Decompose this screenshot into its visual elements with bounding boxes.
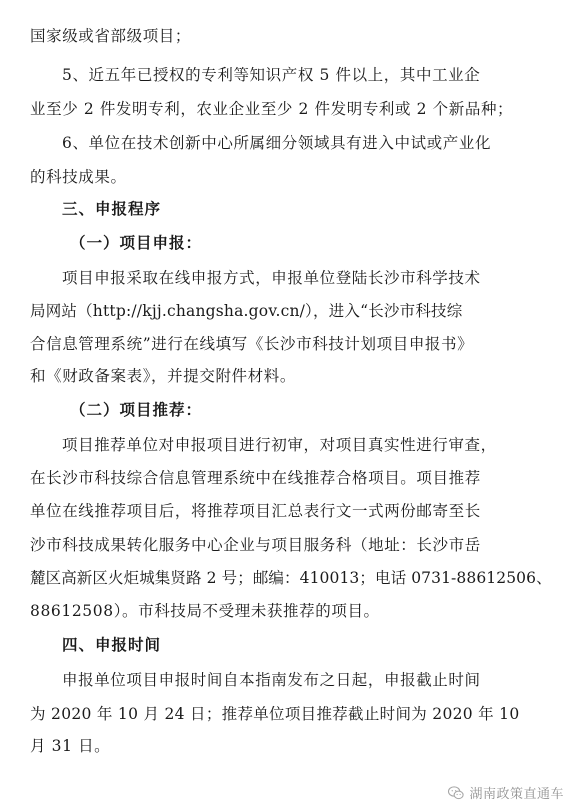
text-line: 业至少 2 件发明专利，农业企业至少 2 件发明专利或 2 个新品种；: [30, 100, 514, 118]
text-line: 为 2020 年 10 月 24 日；推荐单位项目推荐截止时间为 2020 年 10: [30, 705, 520, 723]
section-heading: 四、申报时间: [62, 636, 162, 654]
text-line: 88612508）。市科技局不受理未获推荐的项目。: [30, 602, 380, 620]
text-line: 5、近五年已授权的专利等知识产权 5 件以上，其中工业企: [62, 66, 481, 84]
text-line: 月 31 日。: [30, 737, 111, 755]
text-line: 合信息管理系统”进行在线填写《长沙市科技计划项目申报书》: [30, 335, 474, 353]
text-line: 项目推荐单位对申报项目进行初审，对项目真实性进行审查，: [62, 436, 497, 454]
subsection-heading: （一）项目申报：: [70, 234, 203, 252]
text-line: 沙市科技成果转化服务中心企业与项目服务科（地址：长沙市岳: [30, 536, 481, 554]
text-line: 国家级或省部级项目；: [30, 27, 192, 45]
watermark: [447, 783, 564, 802]
section-heading: 三、申报程序: [62, 200, 162, 218]
text-line: 6、单位在技术创新中心所属细分领域具有进入中试或产业化: [62, 134, 492, 152]
text-line: 麓区高新区火炬城集贤路 2 号；邮编：410013；电话 0731-88612506、: [30, 569, 552, 587]
text-line: 在长沙市科技综合信息管理系统中在线推荐合格项目。项目推荐: [30, 469, 481, 487]
text-line: 单位在线推荐项目后，将推荐项目汇总表行文一式两份邮寄至长: [30, 502, 481, 520]
text-line: 局网站（http://kjj.changsha.gov.cn/），进入“长沙市科技综: [30, 302, 463, 320]
text-line: 申报单位项目申报时间自本指南发布之日起，申报截止时间: [62, 671, 481, 689]
subsection-heading: （二）项目推荐：: [70, 401, 203, 419]
text-line: 项目申报采取在线申报方式，申报单位登陆长沙市科学技术: [62, 269, 481, 287]
text-line: 的科技成果。: [30, 168, 127, 186]
text-line: 和《财政备案表》，并提交附件材料。: [30, 367, 296, 385]
wechat-icon: [447, 784, 465, 802]
watermark-text: 湖南政策直通车: [469, 787, 564, 802]
